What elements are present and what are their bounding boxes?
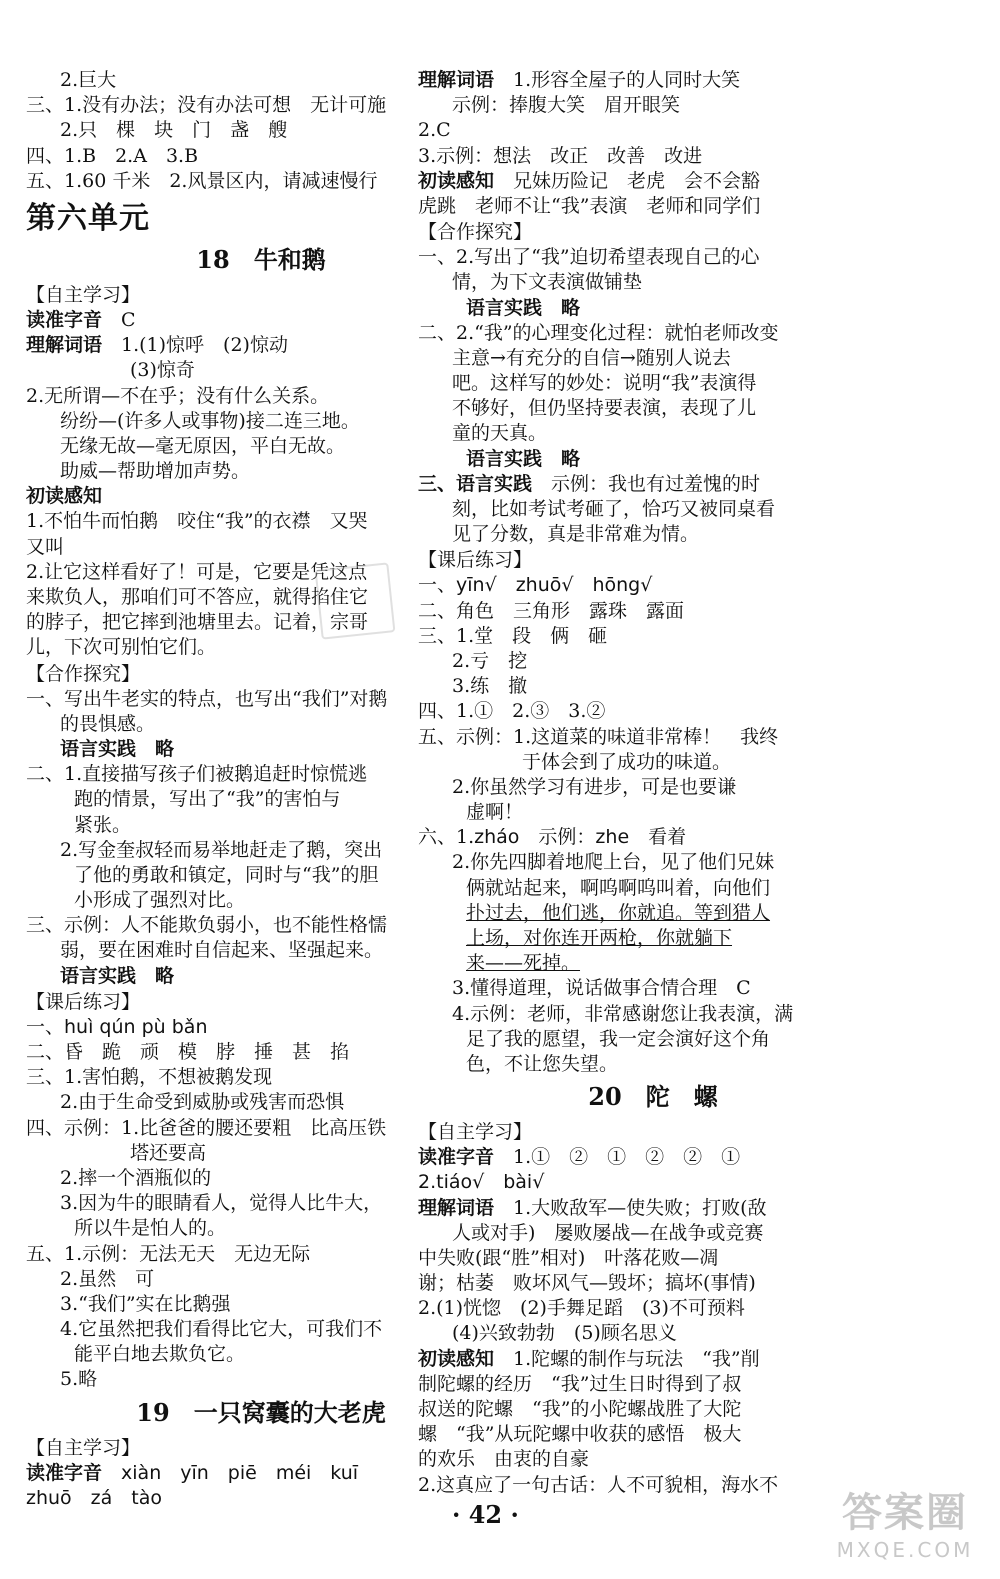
pinyin-text: xiàn yīn piē méi kuī bbox=[121, 1461, 359, 1484]
answer-line: (3)惊奇 bbox=[130, 359, 195, 382]
item-prefix: 六、1. bbox=[418, 826, 475, 849]
answer-line: 5.略 bbox=[60, 1368, 98, 1391]
answer-line: 紧张。 bbox=[74, 813, 132, 836]
answer-line: 的欢乐 由衷的自豪 bbox=[418, 1448, 590, 1471]
answer-text: 1.形容全屋子的人同时大笑 bbox=[494, 69, 741, 91]
answer-line: 3.因为牛的眼睛看人，觉得人比牛大， bbox=[60, 1192, 383, 1215]
answer-line: 2.摔一个酒瓶似的 bbox=[60, 1166, 212, 1189]
answer-line: 2.你先四脚着地爬上台，见了他们兄妹 bbox=[452, 851, 775, 874]
pinyin-text: zháo 示例：zhe 看着 bbox=[474, 826, 687, 849]
answer-line: 2.由于生命受到威胁或残害而恐惧 bbox=[60, 1091, 345, 1114]
answer-line: 来欺负人，那咱们可不答应，就得掐住它 bbox=[26, 586, 369, 608]
answer-line: 4.它虽然把我们看得比它大，可我们不 bbox=[60, 1318, 383, 1341]
answer-line: 能平白地去欺负它。 bbox=[74, 1343, 246, 1366]
answer-line: 2.这真应了一句古话：人不可貌相，海水不 bbox=[418, 1473, 779, 1496]
answer-line: 叔送的陀螺 “我”的小陀螺战胜了大陀 bbox=[418, 1398, 742, 1420]
answer-line: 二、1.直接描写孩子们被鹅追赶时惊慌逃 bbox=[26, 763, 368, 786]
unit-heading: 第六单元 bbox=[26, 200, 150, 236]
answer-text: 1.(1)惊呼 (2)惊动 bbox=[102, 334, 288, 357]
answer-line: 四、示例：1.比爸爸的腰还要粗 比高压铁 bbox=[26, 1116, 387, 1139]
answer-line: 2.写金奎叔轻而易举地赶走了鹅，突出 bbox=[60, 838, 383, 861]
answer-text: 1.陀螺的制作与玩法 “我”削 bbox=[494, 1347, 760, 1370]
answer-line: 1.不怕牛而怕鹅 咬住“我”的衣襟 又哭 bbox=[26, 510, 368, 533]
section-heading-zizhu: 【自主学习】 bbox=[26, 283, 141, 306]
label: 理解词语 bbox=[418, 1196, 495, 1219]
answer-line: 四、1.① 2.③ 3.② bbox=[418, 700, 606, 723]
answer-line: 4.示例：老师，非常感谢您让我表演，满 bbox=[452, 1002, 794, 1025]
answer-line: 五、示例：1.这道菜的味道非常棒！ 我终 bbox=[418, 725, 779, 748]
answer-line: 童的天真。 bbox=[452, 422, 548, 445]
answer-line: 上场，对你连开两枪，你就躺下 bbox=[466, 927, 733, 949]
answer-line: 制陀螺的经历 “我”过生日时得到了叔 bbox=[418, 1372, 742, 1395]
answer-line: 3.懂得道理，说话做事合情合理 C bbox=[452, 977, 751, 1000]
answer-line: 助威—帮助增加声势。 bbox=[60, 460, 251, 483]
answer-line: 2.只 棵 块 门 盏 艘 bbox=[60, 119, 288, 142]
pinyin-text: yīn√ zhuō√ hōng√ bbox=[456, 574, 653, 597]
answer-line: 五、1.60 千米 2.风景区内，请减速慢行 bbox=[26, 169, 378, 192]
answer-line: 色，不让您失望。 bbox=[466, 1052, 619, 1075]
answer-text: 示例：我也有过羞愧的时 bbox=[532, 472, 761, 495]
item-prefix: 一、 bbox=[418, 574, 457, 597]
lesson-title-19: 19 一只窝囊的大老虎 bbox=[136, 1397, 386, 1427]
answer-line: 中失败(跟“胜”相对) 叶落花败—凋 bbox=[418, 1246, 719, 1269]
section-heading-zizhu: 【自主学习】 bbox=[26, 1436, 141, 1459]
answer-line: zhuō zá tào bbox=[26, 1486, 163, 1509]
watermark-logo bbox=[820, 1488, 990, 1574]
answer-line bbox=[418, 68, 888, 93]
answer-line: 2.无所谓—不在乎；没有什么关系。 bbox=[26, 384, 330, 407]
pinyin-text: huì qún pù bǎn bbox=[64, 1015, 208, 1038]
answer-line: 塔还要高 bbox=[130, 1141, 207, 1164]
answer-line bbox=[418, 1347, 888, 1372]
answer-line: 纷纷—(许多人或事物)接二连三地。 bbox=[60, 409, 360, 432]
answer-line: 3.示例：想法 改正 改善 改进 bbox=[418, 144, 703, 167]
answer-line: 四、1.B 2.A 3.B bbox=[26, 144, 199, 167]
answer-line: 三、1.没有办法；没有办法可想 无计可施 bbox=[26, 94, 387, 117]
watermark-text: 答案圈 bbox=[842, 1490, 968, 1536]
page-number: · 42 · bbox=[452, 1500, 519, 1529]
answer-line: 语言实践 略 bbox=[466, 447, 581, 470]
answer-line: 小形成了强烈对比。 bbox=[74, 889, 246, 912]
answer-line bbox=[418, 1196, 888, 1221]
label: 读准字音 bbox=[26, 1461, 103, 1484]
section-heading-zizhu: 【自主学习】 bbox=[418, 1121, 533, 1144]
right-column bbox=[418, 68, 888, 1498]
answer-line: 虎跳 老师不让“我”表演 老师和同学们 bbox=[418, 194, 761, 217]
answer-line: 刻，比如考试考砸了，恰巧又被同桌看 bbox=[452, 498, 776, 520]
answer-line: 不够好，但仍坚持要表演，表现了儿 bbox=[452, 397, 757, 420]
answer-line: 跑的情景，写出了“我”的害怕与 bbox=[74, 788, 341, 811]
answer-line: 人或对手) 屡败屡战—在战争或竞赛 bbox=[452, 1221, 764, 1244]
answer-line: 了他的勇敢和镇定，同时与“我”的胆 bbox=[74, 863, 379, 886]
answer-line: 二、2.“我”的心理变化过程：就怕老师改变 bbox=[418, 321, 779, 344]
answer-text: 1.① ② ① ② ② ① bbox=[494, 1146, 741, 1169]
answer-line bbox=[418, 573, 888, 598]
label: 读准字音 bbox=[26, 308, 103, 331]
answer-line: 二、角色 三角形 露珠 露面 bbox=[418, 599, 685, 622]
answer-line: 所以牛是怕人的。 bbox=[74, 1217, 227, 1240]
stamp-mark bbox=[315, 562, 396, 639]
section-heading-kehou: 【课后练习】 bbox=[26, 990, 141, 1013]
answer-line: 2.你虽然学习有进步，可是也要谦 bbox=[452, 775, 737, 798]
answer-line: 见了分数，真是非常难为情。 bbox=[452, 523, 700, 546]
answer-line: 2.C bbox=[418, 119, 451, 142]
answer-text: 兄妹历险记 老虎 会不会豁 bbox=[494, 169, 761, 192]
watermark-url: MXQE.COM bbox=[836, 1538, 974, 1562]
answer-line: 一、写出牛老实的特点，也写出“我们”对鹅 bbox=[26, 687, 388, 710]
answer-line bbox=[418, 169, 888, 194]
answer-line bbox=[418, 472, 888, 497]
answer-line: 儿，下次可别怕它们。 bbox=[26, 636, 217, 659]
answer-line: 足了我的愿望，我一定会演好这个角 bbox=[466, 1027, 771, 1050]
answer-line: 弱，要在困难时自信起来、坚强起来。 bbox=[60, 939, 384, 962]
answer-line: 2.虽然 可 bbox=[60, 1267, 155, 1290]
answer-line: 谢；枯萎 败坏风气—毁坏；搞坏(事情) bbox=[418, 1272, 756, 1295]
answer-line: 2.亏 挖 bbox=[452, 649, 528, 672]
answer-line: 来——死掉。 bbox=[466, 952, 581, 975]
answer-line: 2.tiáo√ bài√ bbox=[418, 1171, 545, 1194]
answer-line bbox=[418, 1145, 888, 1170]
section-heading-hezuo: 【合作探究】 bbox=[418, 221, 533, 244]
lesson-title-18: 18 牛和鹅 bbox=[196, 244, 326, 274]
answer-line: 主意→有充分的自信→随别人说去 bbox=[452, 346, 731, 369]
lesson-title-20: 20 陀 螺 bbox=[588, 1082, 718, 1112]
answer-line: 语言实践 略 bbox=[466, 296, 581, 319]
label: 理解词语 bbox=[26, 334, 103, 357]
answer-line: 扑过去，他们逃，你就追。等到猎人 bbox=[466, 901, 771, 924]
answer-line: 无缘无故—毫无原因，平白无故。 bbox=[60, 434, 346, 457]
answer-line: 吧。这样写的妙处：说明“我”表演得 bbox=[452, 372, 757, 395]
answer-line: 三、1.堂 段 俩 砸 bbox=[418, 624, 608, 647]
answer-line: 3.“我们”实在比鹅强 bbox=[60, 1292, 231, 1315]
section-heading-hezuo: 【合作探究】 bbox=[26, 662, 141, 685]
label: 理解词语 bbox=[418, 69, 495, 91]
subheading: 初读感知 bbox=[26, 485, 103, 508]
answer-line: 螺 “我”从玩陀螺中收获的感悟 极大 bbox=[418, 1423, 742, 1446]
answer-line: 2.(1)恍惚 (2)手舞足蹈 (3)不可预料 bbox=[418, 1297, 745, 1320]
label: 初读感知 bbox=[418, 1347, 495, 1370]
answer-line: 语言实践 略 bbox=[60, 737, 175, 760]
answer-line: 语言实践 略 bbox=[60, 964, 175, 987]
answer-line: 的畏惧感。 bbox=[60, 712, 156, 735]
answer-line: 五、1.示例：无法无天 无边无际 bbox=[26, 1242, 311, 1265]
answer-line: 三、示例：人不能欺负弱小，也不能性格懦 bbox=[26, 914, 388, 937]
answer-text: C bbox=[102, 308, 136, 331]
answer-line: 二、昏 跪 顽 模 脖 捶 甚 掐 bbox=[26, 1041, 350, 1063]
section-heading-kehou: 【课后练习】 bbox=[418, 549, 533, 572]
answer-line: 示例：捧腹大笑 眉开眼笑 bbox=[452, 94, 681, 117]
answer-line: 虚啊！ bbox=[466, 801, 524, 824]
item-prefix: 一、 bbox=[26, 1015, 65, 1038]
answer-line: 三、1.害怕鹅，不想被鹅发现 bbox=[26, 1066, 273, 1089]
answer-line: 一、2.写出了“我”迫切希望表现自己的心 bbox=[418, 246, 760, 269]
answer-line: 又叫 bbox=[26, 535, 65, 558]
label: 初读感知 bbox=[418, 169, 495, 192]
answer-line: 于体会到了成功的味道。 bbox=[522, 750, 732, 773]
answer-line bbox=[418, 825, 888, 850]
answer-line: 2.让它这样看好了！可是，它要是凭这点 bbox=[26, 560, 368, 583]
answer-line: 2.巨大 bbox=[60, 69, 117, 91]
answer-line: 俩就站起来，啊呜啊呜叫着，向他们 bbox=[466, 876, 771, 899]
label: 三、语言实践 bbox=[418, 472, 533, 495]
answer-line: 情，为下文表演做铺垫 bbox=[452, 271, 643, 294]
answer-line: 的脖子，把它摔到池塘里去。记着，宗哥 bbox=[26, 611, 369, 634]
answer-text: 1.大败敌军—使失败；打败(敌 bbox=[494, 1196, 767, 1219]
label: 读准字音 bbox=[418, 1146, 495, 1169]
answer-line: 3.练 撤 bbox=[452, 675, 528, 698]
answer-line: (4)兴致勃勃 (5)顾名思义 bbox=[452, 1322, 677, 1345]
